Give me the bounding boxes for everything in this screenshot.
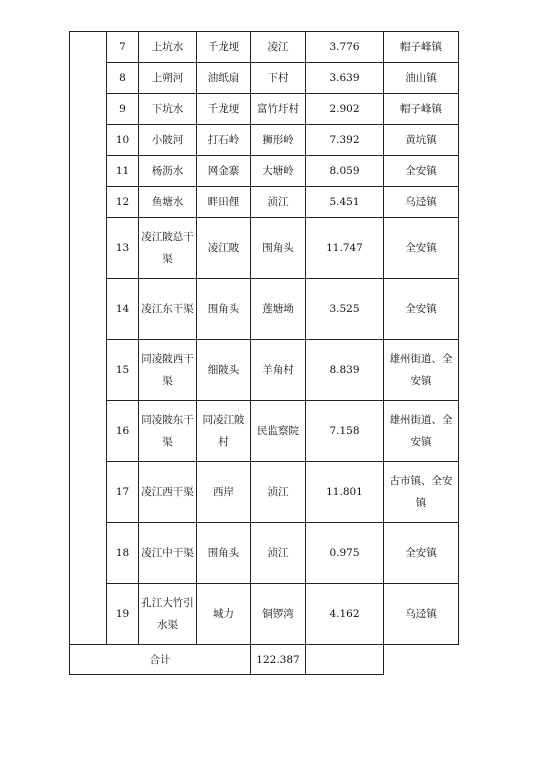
river-name-cell: 凌江西干渠	[139, 462, 197, 523]
row-number-cell: 15	[107, 340, 139, 401]
length-cell: 8.839	[306, 340, 384, 401]
table-body	[70, 32, 459, 675]
start-point-cell: 千龙埂	[197, 32, 251, 63]
start-point-cell: 打石岭	[197, 125, 251, 156]
length-cell: 7.158	[306, 401, 384, 462]
start-point-cell: 网金寨	[197, 156, 251, 187]
town-cell: 帽子峰镇	[384, 32, 459, 63]
length-cell: 8.059	[306, 156, 384, 187]
total-length: 122.387	[251, 645, 306, 675]
river-name-cell: 鱼塘水	[139, 187, 197, 218]
town-cell: 古市镇、全安镇	[384, 462, 459, 523]
row-number-cell: 12	[107, 187, 139, 218]
row-number-cell: 19	[107, 584, 139, 645]
start-point-cell: 畔田俚	[197, 187, 251, 218]
end-point-cell: 莲塘坳	[251, 279, 306, 340]
town-cell: 黄坑镇	[384, 125, 459, 156]
row-number-cell: 8	[107, 63, 139, 94]
town-cell: 乌迳镇	[384, 187, 459, 218]
row-number-cell: 16	[107, 401, 139, 462]
length-cell: 11.747	[306, 218, 384, 279]
river-name-cell: 孔江大竹引水渠	[139, 584, 197, 645]
river-name-cell: 凌江陂总干渠	[139, 218, 197, 279]
end-point-cell: 下村	[251, 63, 306, 94]
table-row	[70, 462, 459, 523]
table-row	[70, 94, 459, 125]
town-cell: 全安镇	[384, 523, 459, 584]
length-cell: 3.525	[306, 279, 384, 340]
start-point-cell: 凌江陂	[197, 218, 251, 279]
river-name-cell: 同凌陂东干渠	[139, 401, 197, 462]
town-cell: 全安镇	[384, 218, 459, 279]
row-number-cell: 9	[107, 94, 139, 125]
start-point-cell: 油纸扇	[197, 63, 251, 94]
length-cell: 4.162	[306, 584, 384, 645]
length-cell: 7.392	[306, 125, 384, 156]
length-cell: 3.776	[306, 32, 384, 63]
town-cell: 乌迳镇	[384, 584, 459, 645]
river-name-cell: 杨沥水	[139, 156, 197, 187]
table-row	[70, 584, 459, 645]
end-point-cell: 富竹圩村	[251, 94, 306, 125]
length-cell: 3.639	[306, 63, 384, 94]
row-number-cell: 18	[107, 523, 139, 584]
town-cell: 帽子峰镇	[384, 94, 459, 125]
length-cell: 11.801	[306, 462, 384, 523]
end-point-cell: 大塘岭	[251, 156, 306, 187]
row-number-cell: 14	[107, 279, 139, 340]
table-row	[70, 187, 459, 218]
town-cell: 雄州街道、全安镇	[384, 340, 459, 401]
town-cell: 油山镇	[384, 63, 459, 94]
river-name-cell: 上朔河	[139, 63, 197, 94]
river-name-cell: 同凌陂西干渠	[139, 340, 197, 401]
river-name-cell: 凌江中干渠	[139, 523, 197, 584]
start-point-cell: 同凌江陂村	[197, 401, 251, 462]
row-number-cell: 11	[107, 156, 139, 187]
end-point-cell: 浈江	[251, 462, 306, 523]
length-cell: 5.451	[306, 187, 384, 218]
table-row	[70, 63, 459, 94]
total-row	[70, 645, 459, 675]
river-name-cell: 小陂河	[139, 125, 197, 156]
start-point-cell: 围角头	[197, 279, 251, 340]
river-name-cell: 下坑水	[139, 94, 197, 125]
row-number-cell: 13	[107, 218, 139, 279]
total-label: 合计	[70, 645, 251, 675]
town-cell: 雄州街道、全安镇	[384, 401, 459, 462]
total-town-empty	[306, 645, 384, 675]
end-point-cell: 凌江	[251, 32, 306, 63]
table-row	[70, 279, 459, 340]
table-row	[70, 218, 459, 279]
end-point-cell: 围角头	[251, 218, 306, 279]
end-point-cell: 羊角村	[251, 340, 306, 401]
river-name-cell: 凌江东干渠	[139, 279, 197, 340]
table-row	[70, 32, 459, 63]
river-name-cell: 上坑水	[139, 32, 197, 63]
table-row	[70, 523, 459, 584]
table-row	[70, 156, 459, 187]
row-number-cell: 17	[107, 462, 139, 523]
start-point-cell: 细陂头	[197, 340, 251, 401]
end-point-cell: 铜锣湾	[251, 584, 306, 645]
end-point-cell: 浈江	[251, 523, 306, 584]
start-point-cell: 千龙埂	[197, 94, 251, 125]
start-point-cell: 围角头	[197, 523, 251, 584]
length-cell: 2.902	[306, 94, 384, 125]
river-canal-table	[69, 31, 459, 675]
category-cell	[70, 32, 107, 645]
row-number-cell: 7	[107, 32, 139, 63]
start-point-cell: 西岸	[197, 462, 251, 523]
town-cell: 全安镇	[384, 156, 459, 187]
table-row	[70, 401, 459, 462]
end-point-cell: 民监察院	[251, 401, 306, 462]
row-number-cell: 10	[107, 125, 139, 156]
length-cell: 0.975	[306, 523, 384, 584]
town-cell: 全安镇	[384, 279, 459, 340]
start-point-cell: 城力	[197, 584, 251, 645]
table-row	[70, 125, 459, 156]
end-point-cell: 浈江	[251, 187, 306, 218]
end-point-cell: 狮形岭	[251, 125, 306, 156]
table-row	[70, 340, 459, 401]
